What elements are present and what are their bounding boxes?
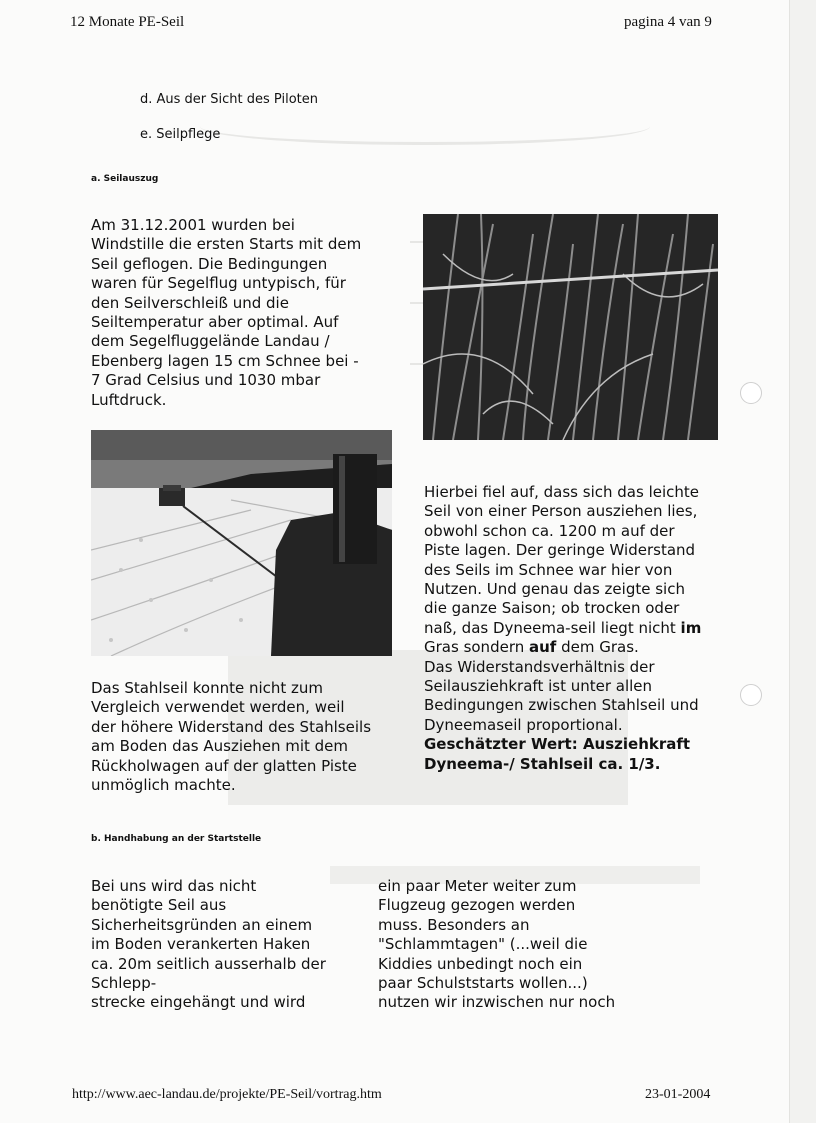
punch-hole-lower	[740, 684, 762, 706]
estimate-statement: Geschätzter Wert: Ausziehkraft Dyneema-/ Stahlseil ca. 1/3.	[424, 735, 691, 773]
right-text-part3: dem Gras. Das Widerstandsverhältnis der Seilausziehkraft ist unter allen Bedingungen zwischen Stahlseil und Dyneemaseil proportional.	[424, 638, 699, 734]
intro-paragraph: Am 31.12.2001 wurden bei Windstille die ersten Starts mit dem Seil geflogen. Die Bedingungen waren für Segelflug untypisch, für den Seilverschleiß und die Seiltemperatur aber optimal. Auf dem Segelfluggelände Landau / Ebenberg lagen 15 cm Schnee bei - 7 Grad Celsius und 1030 mbar Luftdruck.	[91, 216, 362, 409]
show-through-arc	[200, 108, 650, 145]
page-edge	[789, 0, 816, 1123]
section-a-heading: a. Seilauszug	[91, 174, 159, 184]
emphasis-auf: auf	[529, 638, 557, 657]
document-title: 12 Monate PE-Seil	[70, 14, 185, 30]
section-b-heading: b. Handhabung an der Startstelle	[91, 834, 262, 844]
photo-winter-airfield	[91, 430, 392, 656]
photo-cable-on-grass	[423, 214, 718, 440]
section-b-column-2: ein paar Meter weiter zum Flugzeug gezogen werden muss. Besonders an "Schlammtagen" (...weil die Kiddies unbedingt noch ein paar Schulststarts wollen...) nutzen wir inzwischen nur noch	[378, 877, 616, 1012]
steel-cable-paragraph: Das Stahlseil konnte nicht zum Vergleich verwendet werden, weil der höhere Widerstand des Stahlseils am Boden das Ausziehen mit dem Rückholwagen auf der glatten Piste unmöglich machte.	[91, 679, 372, 795]
right-text-part2: Gras sondern	[424, 638, 525, 657]
page-number: pagina 4 van 9	[624, 14, 712, 30]
footer-date: 23-01-2004	[645, 1087, 711, 1102]
toc-item-d: d. Aus der Sicht des Piloten	[140, 92, 318, 107]
airfield-photo-graphic	[91, 430, 392, 656]
grass-photo-graphic	[423, 214, 718, 440]
footer-url: http://www.aec-landau.de/projekte/PE-Seil/vortrag.htm	[72, 1087, 382, 1102]
section-b-column-1: Bei uns wird das nicht benötigte Seil aus Sicherheitsgründen an einem im Boden verankerten Haken ca. 20m seitlich ausserhalb der Schlepp- strecke eingehängt und wird	[91, 877, 326, 1012]
right-column-paragraph	[424, 483, 734, 774]
emphasis-im: im	[680, 618, 702, 637]
right-text-part1: Hierbei fiel auf, dass sich das leichte Seil von einer Person ausziehen lies, obwohl schon ca. 1200 m auf der Piste lagen. Der geringe Widerstand des Seils im Schnee war hier von Nutzen. Und genau das zeigte sich die ganze Saison; ob trocken oder naß, das Dyneema-seil liegt nicht	[424, 483, 699, 637]
toc-item-e: e. Seilpflege	[140, 127, 221, 142]
